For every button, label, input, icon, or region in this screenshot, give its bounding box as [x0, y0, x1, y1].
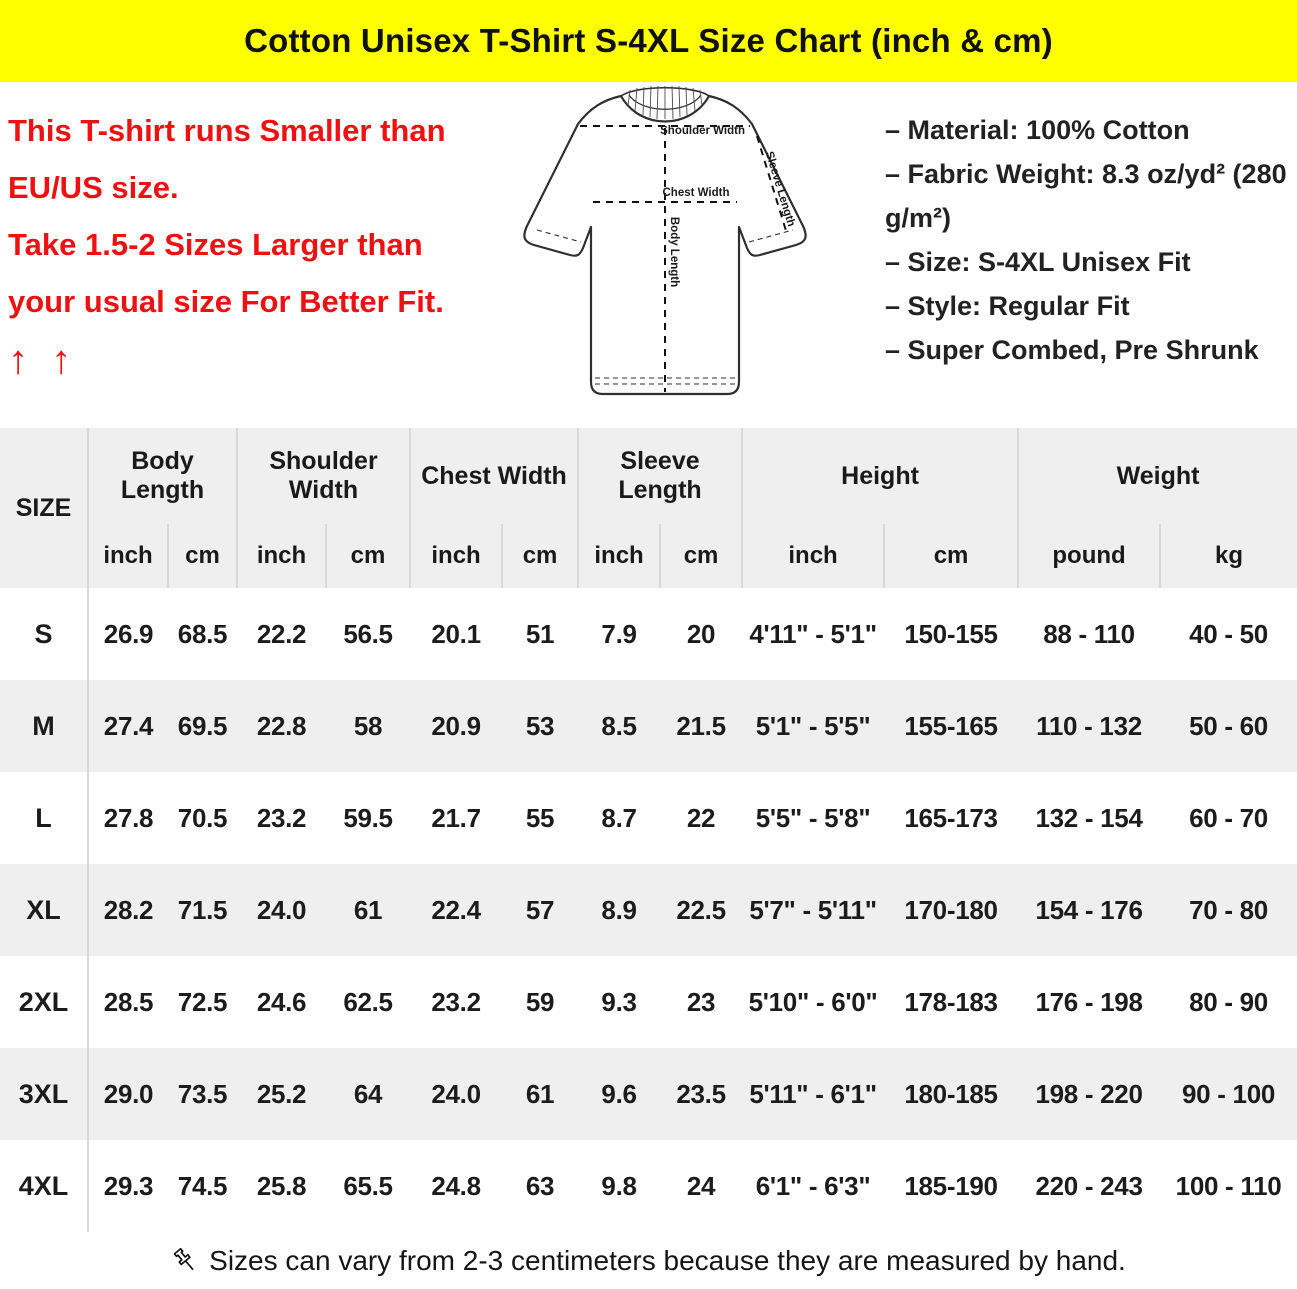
value-cell: 22.8: [256, 710, 307, 741]
spec-item: – Size: S-4XL Unisex Fit: [885, 247, 1191, 277]
fit-warning-line: Take 1.5-2 Sizes Larger than: [8, 227, 423, 262]
footer-note-text: Sizes can vary from 2-3 centimeters because they are measured by hand.: [209, 1244, 1126, 1276]
value-cell: 62.5: [343, 986, 393, 1017]
size-cell: M: [0, 680, 88, 772]
unit-header: inch: [237, 524, 326, 588]
value-cell: 59: [525, 986, 555, 1017]
value-cell: 63: [525, 1170, 555, 1201]
value-cell: 73.5: [177, 1078, 228, 1109]
value-cell: 21.5: [676, 710, 726, 741]
value-cell: 68.5: [177, 618, 228, 649]
value-cell: 5'5" - 5'8": [755, 802, 871, 833]
value-cell: 180-185: [904, 1078, 998, 1109]
unit-header: inch: [578, 524, 660, 588]
value-cell: 25.8: [256, 1170, 307, 1201]
footer-note: [0, 1232, 1297, 1289]
unit-header: cm: [660, 524, 742, 588]
size-cell: L: [0, 772, 88, 864]
pushpin-icon: [171, 1246, 197, 1276]
page-title: Cotton Unisex T-Shirt S-4XL Size Chart (inch & cm): [244, 22, 1053, 59]
unit-header: cm: [168, 524, 237, 588]
fit-warning-line: EU/US size.: [8, 170, 179, 205]
value-cell: 8.7: [601, 802, 637, 833]
table-header: [0, 428, 1297, 588]
group-header-weight: Weight: [1018, 428, 1297, 524]
table-row: [0, 1140, 1297, 1232]
spec-item: – Material: 100% Cotton: [885, 115, 1190, 145]
size-cell: XL: [0, 864, 88, 956]
up-arrows-icon: ↑ ↑: [8, 338, 78, 382]
value-cell: 8.9: [601, 894, 637, 925]
value-cell: 27.4: [103, 710, 154, 741]
unit-header: inch: [88, 524, 168, 588]
spec-item: – Style: Regular Fit: [885, 291, 1130, 321]
value-cell: 40 - 50: [1189, 618, 1268, 649]
value-cell: 28.5: [103, 986, 154, 1017]
chest-width-label: Chest Width: [662, 187, 730, 199]
size-cell: 4XL: [0, 1140, 88, 1232]
table-row: [0, 772, 1297, 864]
table-row: [0, 1048, 1297, 1140]
value-cell: 5'11" - 6'1": [749, 1078, 877, 1109]
value-cell: 58: [353, 710, 383, 741]
unit-header: kg: [1160, 524, 1297, 588]
value-cell: 26.9: [103, 618, 154, 649]
unit-header: cm: [326, 524, 410, 588]
product-specs: [835, 82, 1297, 424]
table-body: [0, 588, 1297, 1232]
title-bar: [0, 0, 1297, 82]
value-cell: 50 - 60: [1189, 710, 1268, 741]
value-cell: 24.0: [256, 894, 307, 925]
body-length-label: Body Length: [668, 216, 680, 288]
size-column-header: SIZE: [0, 428, 88, 588]
value-cell: 110 - 132: [1036, 710, 1142, 741]
spec-item: – Super Combed, Pre Shrunk: [885, 335, 1259, 365]
value-cell: 64: [353, 1078, 383, 1109]
unit-header: cm: [884, 524, 1018, 588]
value-cell: 220 - 243: [1035, 1170, 1143, 1201]
value-cell: 8.5: [601, 710, 637, 741]
value-cell: 56.5: [343, 618, 393, 649]
unit-header: inch: [410, 524, 502, 588]
tshirt-measurement-illustration: [500, 84, 835, 419]
value-cell: 71.5: [177, 894, 228, 925]
fit-warning-line: This T-shirt runs Smaller than: [8, 113, 446, 148]
fit-warning-line: your usual size For Better Fit.: [8, 284, 444, 319]
value-cell: 65.5: [343, 1170, 393, 1201]
size-cell: S: [0, 588, 88, 680]
spec-item: – Fabric Weight: 8.3 oz/yd² (280 g/m²): [885, 159, 1287, 233]
size-cell: 2XL: [0, 956, 88, 1048]
value-cell: 29.3: [103, 1170, 154, 1201]
value-cell: 9.3: [601, 986, 637, 1017]
tshirt-diagram: [500, 82, 835, 424]
group-header-chest-width: Chest Width: [410, 428, 578, 524]
value-cell: 59.5: [343, 802, 393, 833]
value-cell: 23.2: [256, 802, 307, 833]
value-cell: 5'7" - 5'11": [749, 894, 877, 925]
shoulder-width-label: Shoulder Width: [660, 125, 745, 137]
value-cell: 5'1" - 5'5": [755, 710, 871, 741]
value-cell: 60 - 70: [1189, 802, 1268, 833]
value-cell: 74.5: [177, 1170, 228, 1201]
value-cell: 24.0: [431, 1078, 481, 1109]
group-header-sleeve-length: Sleeve Length: [578, 428, 742, 524]
value-cell: 155-165: [904, 710, 998, 741]
value-cell: 24.6: [256, 986, 307, 1017]
table-row: [0, 956, 1297, 1048]
unit-header: pound: [1018, 524, 1160, 588]
fit-warning: [0, 82, 500, 424]
size-cell: 3XL: [0, 1048, 88, 1140]
value-cell: 61: [525, 1078, 555, 1109]
value-cell: 23: [686, 986, 716, 1017]
group-header-body-length: Body Length: [88, 428, 237, 524]
value-cell: 178-183: [904, 986, 998, 1017]
group-header-height: Height: [742, 428, 1018, 524]
group-header-shoulder-width: Shoulder Width: [237, 428, 410, 524]
value-cell: 70 - 80: [1189, 894, 1268, 925]
unit-header: inch: [742, 524, 884, 588]
table-row: [0, 680, 1297, 772]
value-cell: 150-155: [904, 618, 998, 649]
table-row: [0, 588, 1297, 680]
value-cell: 24: [686, 1170, 716, 1201]
value-cell: 9.8: [601, 1170, 637, 1201]
value-cell: 61: [353, 894, 383, 925]
value-cell: 57: [525, 894, 555, 925]
sleeve-length-label: Sleeve Length: [762, 150, 798, 229]
info-section: [0, 82, 1297, 424]
value-cell: 70.5: [177, 802, 228, 833]
value-cell: 22.5: [676, 894, 726, 925]
value-cell: 24.8: [431, 1170, 481, 1201]
value-cell: 6'1" - 6'3": [755, 1170, 871, 1201]
value-cell: 55: [525, 802, 555, 833]
table-row: [0, 864, 1297, 956]
value-cell: 80 - 90: [1189, 986, 1268, 1017]
value-cell: 23.2: [431, 986, 481, 1017]
value-cell: 100 - 110: [1175, 1170, 1282, 1201]
value-cell: 27.8: [103, 802, 154, 833]
value-cell: 165-173: [904, 802, 998, 833]
value-cell: 23.5: [676, 1078, 726, 1109]
value-cell: 29.0: [103, 1078, 154, 1109]
value-cell: 20: [686, 618, 716, 649]
value-cell: 72.5: [177, 986, 228, 1017]
unit-header: cm: [502, 524, 578, 588]
value-cell: 88 - 110: [1043, 618, 1135, 649]
value-cell: 185-190: [904, 1170, 998, 1201]
value-cell: 9.6: [601, 1078, 637, 1109]
value-cell: 25.2: [256, 1078, 307, 1109]
value-cell: 20.9: [431, 710, 481, 741]
value-cell: 21.7: [431, 802, 481, 833]
value-cell: 170-180: [904, 894, 998, 925]
value-cell: 51: [525, 618, 555, 649]
value-cell: 69.5: [177, 710, 228, 741]
size-table: [0, 428, 1297, 1232]
value-cell: 53: [525, 710, 555, 741]
value-cell: 22.4: [431, 894, 481, 925]
value-cell: 22: [686, 802, 716, 833]
value-cell: 7.9: [601, 618, 637, 649]
value-cell: 20.1: [431, 618, 481, 649]
value-cell: 28.2: [103, 894, 154, 925]
value-cell: 22.2: [256, 618, 307, 649]
value-cell: 132 - 154: [1035, 802, 1143, 833]
value-cell: 198 - 220: [1035, 1078, 1143, 1109]
value-cell: 4'11" - 5'1": [749, 618, 877, 649]
value-cell: 5'10" - 6'0": [748, 986, 878, 1017]
value-cell: 154 - 176: [1035, 894, 1143, 925]
value-cell: 176 - 198: [1035, 986, 1143, 1017]
value-cell: 90 - 100: [1182, 1078, 1276, 1109]
